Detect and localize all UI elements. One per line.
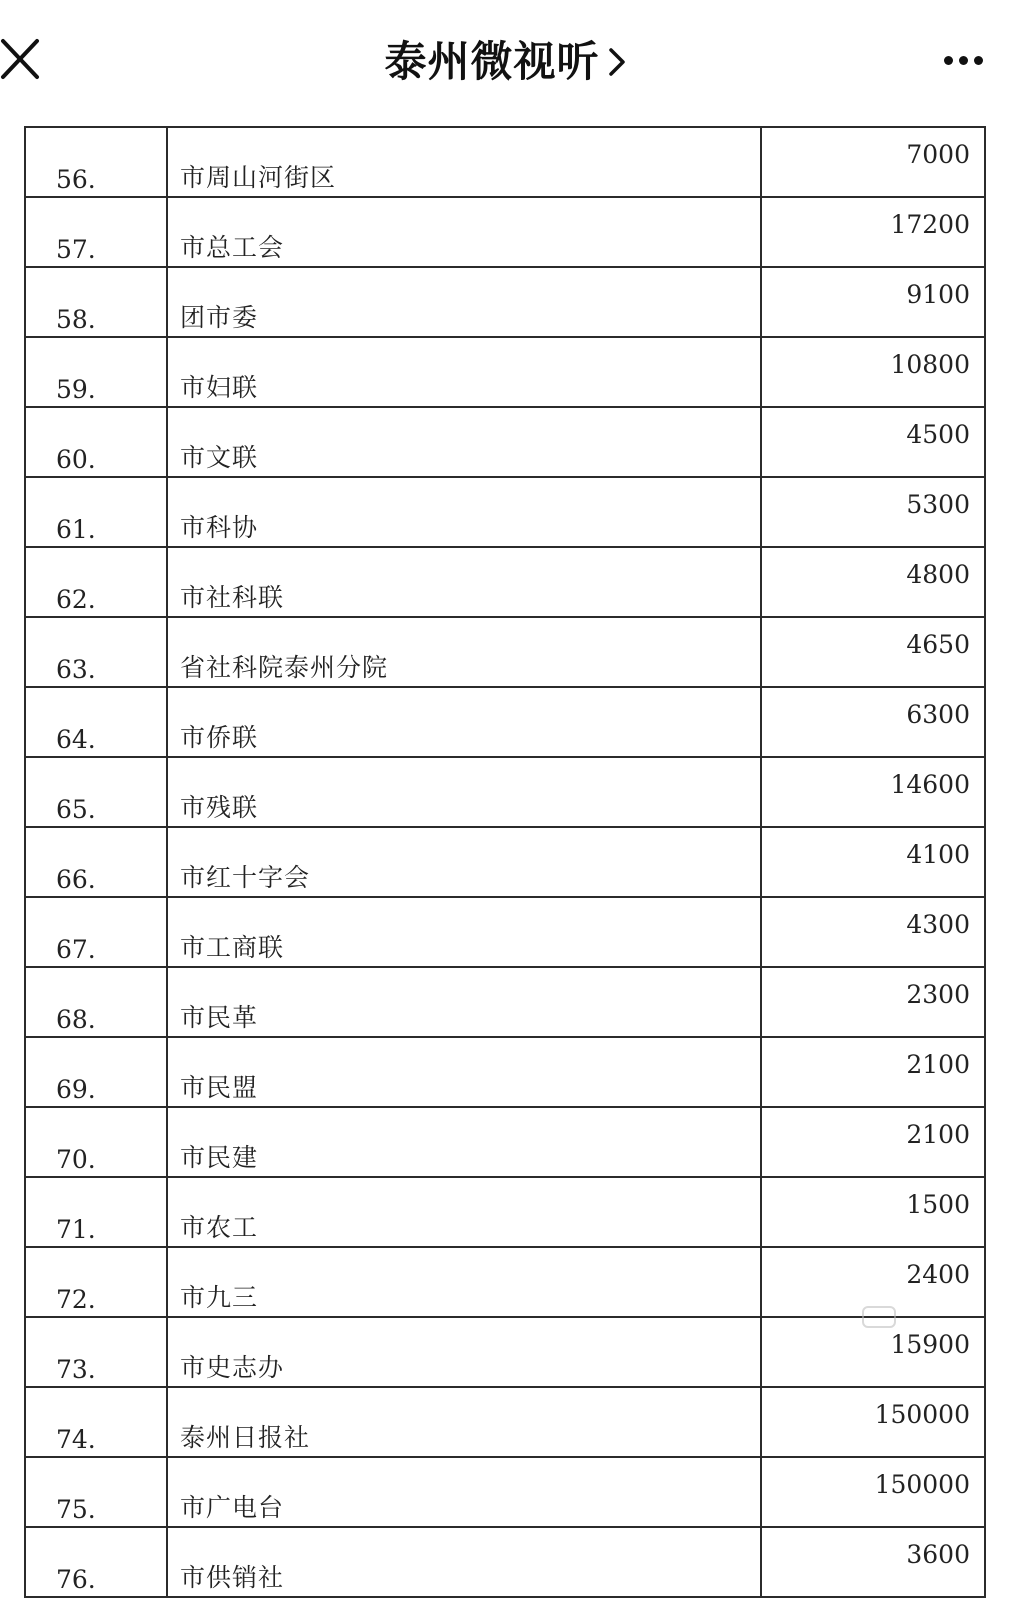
table-row (25, 407, 985, 477)
table-row (25, 1317, 985, 1387)
amount-cell: 3600 (761, 1527, 985, 1597)
table-row (25, 197, 985, 267)
unit-name-cell: 团市委 (167, 267, 761, 337)
amount-cell: 5300 (761, 477, 985, 547)
chevron-right-icon (606, 34, 628, 90)
row-number-cell: 70. (25, 1107, 167, 1177)
table-row (25, 477, 985, 547)
unit-name-cell: 市科协 (167, 477, 761, 547)
row-number-cell: 66. (25, 827, 167, 897)
row-number-cell: 76. (25, 1527, 167, 1597)
amount-cell: 4650 (761, 617, 985, 687)
table-row (25, 1177, 985, 1247)
unit-name-cell: 市残联 (167, 757, 761, 827)
watermark-logo (862, 1306, 896, 1328)
unit-name-cell: 市红十字会 (167, 827, 761, 897)
document-image (0, 124, 1012, 1594)
table-row (25, 897, 985, 967)
table-row (25, 617, 985, 687)
row-number-cell: 67. (25, 897, 167, 967)
row-number-cell: 63. (25, 617, 167, 687)
amount-cell: 2100 (761, 1107, 985, 1177)
row-number-cell: 68. (25, 967, 167, 1037)
amount-cell: 4100 (761, 827, 985, 897)
table-row (25, 827, 985, 897)
table-row (25, 547, 985, 617)
amount-cell: 150000 (761, 1387, 985, 1457)
unit-name-cell: 市民盟 (167, 1037, 761, 1107)
more-dot (959, 56, 968, 65)
amount-cell: 4500 (761, 407, 985, 477)
amount-cell: 17200 (761, 197, 985, 267)
budget-table (24, 126, 986, 1598)
amount-cell: 2300 (761, 967, 985, 1037)
amount-cell: 9100 (761, 267, 985, 337)
row-number-cell: 58. (25, 267, 167, 337)
table-row (25, 967, 985, 1037)
amount-cell: 150000 (761, 1457, 985, 1527)
more-dot (944, 56, 953, 65)
unit-name-cell: 市侨联 (167, 687, 761, 757)
row-number-cell: 69. (25, 1037, 167, 1107)
amount-cell: 1500 (761, 1177, 985, 1247)
amount-cell: 6300 (761, 687, 985, 757)
table-row (25, 1037, 985, 1107)
amount-cell: 10800 (761, 337, 985, 407)
unit-name-cell: 省社科院泰州分院 (167, 617, 761, 687)
unit-name-cell: 市民革 (167, 967, 761, 1037)
unit-name-cell: 市文联 (167, 407, 761, 477)
amount-cell: 2400 (761, 1247, 985, 1317)
row-number-cell: 74. (25, 1387, 167, 1457)
table-row (25, 337, 985, 407)
row-number-cell: 57. (25, 197, 167, 267)
unit-name-cell: 市广电台 (167, 1457, 761, 1527)
table-row (25, 267, 985, 337)
row-number-cell: 64. (25, 687, 167, 757)
table-row (25, 127, 985, 197)
row-number-cell: 71. (25, 1177, 167, 1247)
amount-cell: 14600 (761, 757, 985, 827)
unit-name-cell: 市妇联 (167, 337, 761, 407)
row-number-cell: 60. (25, 407, 167, 477)
account-title-button[interactable] (0, 34, 1012, 90)
unit-name-cell: 市周山河街区 (167, 127, 761, 197)
row-number-cell: 56. (25, 127, 167, 197)
table-row (25, 1387, 985, 1457)
row-number-cell: 61. (25, 477, 167, 547)
table-row (25, 687, 985, 757)
row-number-cell: 59. (25, 337, 167, 407)
top-nav-bar (0, 0, 1012, 125)
row-number-cell: 65. (25, 757, 167, 827)
row-number-cell: 72. (25, 1247, 167, 1317)
unit-name-cell: 市社科联 (167, 547, 761, 617)
page-title: 泰州微视听 (384, 37, 600, 86)
amount-cell: 7000 (761, 127, 985, 197)
amount-cell: 2100 (761, 1037, 985, 1107)
unit-name-cell: 市总工会 (167, 197, 761, 267)
amount-cell: 15900 (761, 1317, 985, 1387)
row-number-cell: 73. (25, 1317, 167, 1387)
unit-name-cell: 市民建 (167, 1107, 761, 1177)
row-number-cell: 75. (25, 1457, 167, 1527)
unit-name-cell: 泰州日报社 (167, 1387, 761, 1457)
row-number-cell: 62. (25, 547, 167, 617)
watermark (862, 1304, 1002, 1330)
table-row (25, 1247, 985, 1317)
unit-name-cell: 市农工 (167, 1177, 761, 1247)
unit-name-cell: 市九三 (167, 1247, 761, 1317)
more-button[interactable] (944, 50, 994, 70)
unit-name-cell: 市工商联 (167, 897, 761, 967)
unit-name-cell: 市供销社 (167, 1527, 761, 1597)
amount-cell: 4800 (761, 547, 985, 617)
table-row (25, 1527, 985, 1597)
table-row (25, 757, 985, 827)
table-row (25, 1107, 985, 1177)
amount-cell: 4300 (761, 897, 985, 967)
more-dot (974, 56, 983, 65)
table-row (25, 1457, 985, 1527)
unit-name-cell: 市史志办 (167, 1317, 761, 1387)
